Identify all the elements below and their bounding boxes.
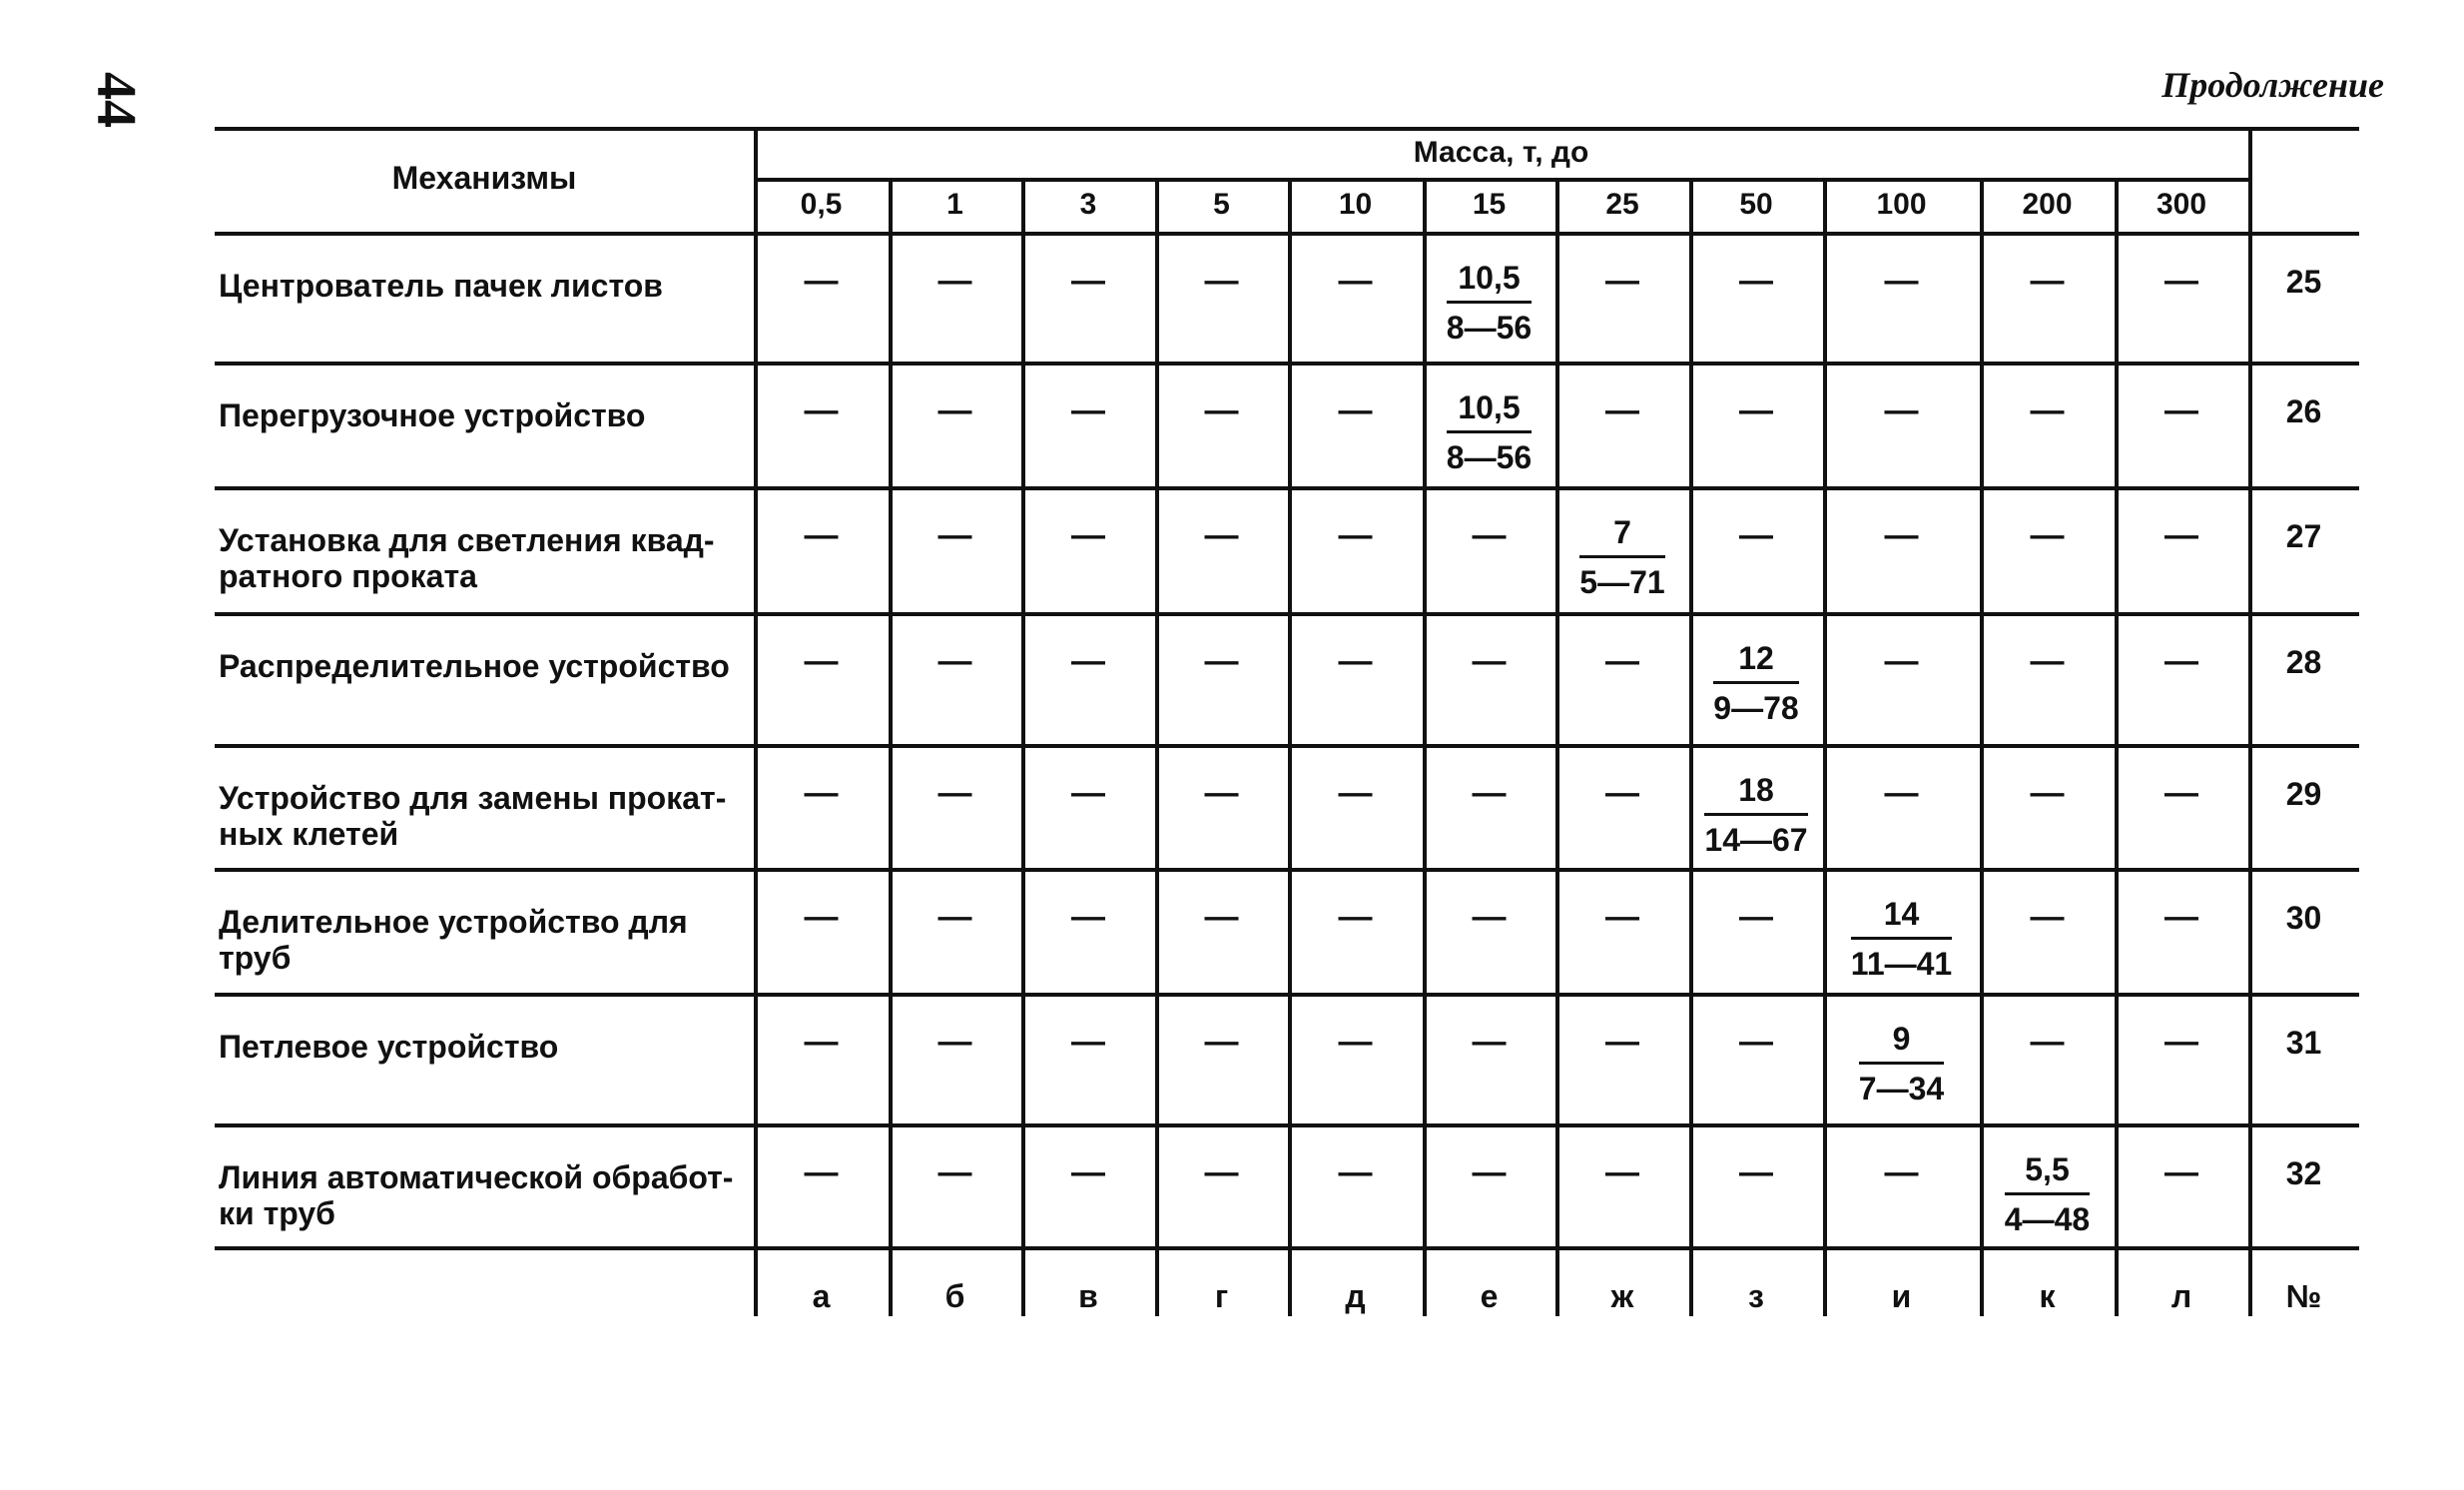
mass-column-header: 15 (1472, 188, 1507, 221)
empty-dash: — (2030, 774, 2065, 812)
table-top-rule (215, 127, 2359, 131)
fraction-numerator: 9 (1859, 1021, 1944, 1065)
fraction-numerator: 7 (1579, 514, 1664, 558)
fraction-inner (1704, 772, 1807, 859)
empty-dash: — (1739, 898, 1773, 936)
mechanism-name: Петлевое устройство (219, 1029, 559, 1065)
mass-column-header: 10 (1338, 188, 1373, 221)
number-column-rule (2248, 127, 2252, 1316)
mechanism-name: Линия автоматической обработ-ки труб (219, 1159, 734, 1231)
empty-dash: — (937, 774, 972, 812)
mass-column-header: 0,5 (800, 188, 843, 221)
row-rule (215, 744, 2359, 748)
empty-dash: — (2030, 262, 2065, 300)
empty-dash: — (2164, 516, 2198, 554)
mass-column-header: 3 (1079, 188, 1097, 221)
number-header: № (2285, 1278, 2322, 1314)
continuation-label: Продолжение (2161, 65, 2384, 105)
fraction-denominator: 9—78 (1713, 690, 1799, 726)
empty-dash: — (804, 898, 839, 936)
row-number: 26 (2285, 393, 2322, 429)
mechanism-name: Центрователь пачек листов (219, 268, 663, 304)
fraction-denominator: 8—56 (1446, 439, 1533, 475)
mass-column-header: 50 (1739, 188, 1773, 221)
empty-dash: — (937, 516, 972, 554)
fraction-inner (1447, 389, 1532, 476)
row-number: 25 (2285, 264, 2322, 300)
empty-dash: — (1071, 774, 1105, 812)
empty-dash: — (1071, 391, 1105, 429)
empty-dash: — (1605, 898, 1639, 936)
fraction-inner (2005, 1151, 2090, 1238)
fraction-numerator: 10,5 (1447, 260, 1532, 304)
empty-dash: — (1338, 1153, 1373, 1191)
empty-dash: — (2030, 516, 2065, 554)
fraction-value (1555, 514, 1689, 601)
mechanisms-header: Механизмы (391, 160, 577, 196)
empty-dash: — (1338, 774, 1373, 812)
mechanism-name: Распределительное устройство (219, 648, 730, 684)
empty-dash: — (1071, 1023, 1105, 1061)
column-letter: л (2170, 1278, 2192, 1314)
fraction-inner (1859, 1021, 1944, 1108)
empty-dash: — (1204, 516, 1239, 554)
mass-header: Масса, т, до (1413, 136, 1589, 169)
column-letter: ж (1610, 1278, 1634, 1314)
empty-dash: — (937, 642, 972, 680)
empty-dash: — (1204, 642, 1239, 680)
empty-dash: — (1884, 516, 1919, 554)
empty-dash: — (1338, 898, 1373, 936)
empty-dash: — (1338, 1023, 1373, 1061)
empty-dash: — (1605, 262, 1639, 300)
empty-dash: — (1204, 898, 1239, 936)
fraction-value (1823, 896, 1980, 983)
empty-dash: — (937, 1023, 972, 1061)
empty-dash: — (1071, 262, 1105, 300)
column-letter: и (1891, 1278, 1912, 1314)
empty-dash: — (2030, 391, 2065, 429)
empty-dash: — (2164, 898, 2198, 936)
row-number: 31 (2285, 1025, 2322, 1061)
mechanism-name: Устройство для замены прокат-ных клетей (219, 780, 727, 852)
fraction-numerator: 5,5 (2005, 1151, 2090, 1195)
row-number: 27 (2285, 518, 2322, 554)
row-rule (215, 232, 2359, 236)
empty-dash: — (1884, 391, 1919, 429)
fraction-value (1689, 772, 1823, 859)
empty-dash: — (1884, 642, 1919, 680)
mass-column-header: 25 (1605, 188, 1639, 221)
fraction-denominator: 11—41 (1850, 946, 1953, 982)
empty-dash: — (804, 774, 839, 812)
empty-dash: — (804, 642, 839, 680)
empty-dash: — (1472, 1023, 1507, 1061)
empty-dash: — (1739, 1023, 1773, 1061)
empty-dash: — (2164, 774, 2198, 812)
fraction-numerator: 10,5 (1447, 389, 1532, 433)
mass-column-header: 1 (946, 188, 963, 221)
row-number: 29 (2285, 776, 2322, 812)
empty-dash: — (804, 1153, 839, 1191)
column-letter: а (812, 1278, 831, 1314)
empty-dash: — (1739, 516, 1773, 554)
empty-dash: — (1204, 391, 1239, 429)
empty-dash: — (1472, 1153, 1507, 1191)
empty-dash: — (1338, 642, 1373, 680)
page-number: 44 (85, 72, 147, 128)
empty-dash: — (1472, 642, 1507, 680)
row-rule (215, 1246, 2359, 1250)
empty-dash: — (1071, 898, 1105, 936)
empty-dash: — (937, 898, 972, 936)
empty-dash: — (1884, 1153, 1919, 1191)
empty-dash: — (1472, 774, 1507, 812)
mechanism-name: Перегрузочное устройство (219, 397, 646, 433)
fraction-value (1980, 1151, 2115, 1238)
fraction-value (1689, 640, 1823, 727)
empty-dash: — (1739, 262, 1773, 300)
fraction-value (1423, 389, 1555, 476)
fraction-denominator: 7—34 (1858, 1071, 1945, 1107)
mechanism-name: Делительное устройство для труб (219, 904, 688, 976)
empty-dash: — (937, 1153, 972, 1191)
empty-dash: — (1605, 1023, 1639, 1061)
fraction-numerator: 12 (1713, 640, 1798, 684)
column-letter: г (1214, 1278, 1229, 1314)
empty-dash: — (1204, 1023, 1239, 1061)
empty-dash: — (1204, 1153, 1239, 1191)
fraction-denominator: 5—71 (1579, 564, 1665, 600)
fraction-inner (1579, 514, 1664, 601)
row-number: 30 (2285, 900, 2322, 936)
mass-column-header: 200 (2022, 188, 2073, 221)
empty-dash: — (1472, 898, 1507, 936)
empty-dash: — (1071, 642, 1105, 680)
fraction-denominator: 4—48 (2004, 1201, 2091, 1237)
empty-dash: — (804, 262, 839, 300)
fraction-numerator: 14 (1851, 896, 1952, 940)
fraction-numerator: 18 (1704, 772, 1807, 816)
empty-dash: — (2164, 1153, 2198, 1191)
row-number: 28 (2285, 644, 2322, 680)
empty-dash: — (2030, 1023, 2065, 1061)
empty-dash: — (1071, 1153, 1105, 1191)
row-rule (215, 486, 2359, 490)
empty-dash: — (1338, 262, 1373, 300)
row-rule (215, 1123, 2359, 1127)
empty-dash: — (1884, 774, 1919, 812)
fraction-denominator: 8—56 (1446, 310, 1533, 346)
empty-dash: — (1204, 774, 1239, 812)
fraction-denominator: 14—67 (1704, 822, 1808, 858)
empty-dash: — (1605, 774, 1639, 812)
empty-dash: — (937, 262, 972, 300)
empty-dash: — (804, 391, 839, 429)
column-letter: з (1748, 1278, 1764, 1314)
column-letter: к (2039, 1278, 2056, 1314)
empty-dash: — (1605, 1153, 1639, 1191)
empty-dash: — (1338, 391, 1373, 429)
fraction-inner (1851, 896, 1952, 983)
row-rule (215, 612, 2359, 616)
mass-column-header: 300 (2156, 188, 2207, 221)
empty-dash: — (937, 391, 972, 429)
empty-dash: — (1472, 516, 1507, 554)
column-letter: е (1480, 1278, 1499, 1314)
mass-column-header: 5 (1213, 188, 1230, 221)
empty-dash: — (2164, 391, 2198, 429)
fraction-value (1423, 260, 1555, 347)
column-letter: б (944, 1278, 965, 1314)
empty-dash: — (1605, 391, 1639, 429)
column-letter: д (1345, 1278, 1366, 1314)
row-rule (215, 993, 2359, 997)
empty-dash: — (1338, 516, 1373, 554)
empty-dash: — (1884, 262, 1919, 300)
fraction-value (1823, 1021, 1980, 1108)
empty-dash: — (2030, 898, 2065, 936)
empty-dash: — (2164, 262, 2198, 300)
empty-dash: — (1204, 262, 1239, 300)
fraction-inner (1447, 260, 1532, 347)
fraction-inner (1713, 640, 1798, 727)
empty-dash: — (2164, 642, 2198, 680)
empty-dash: — (1071, 516, 1105, 554)
row-number: 32 (2285, 1155, 2322, 1191)
mass-column-header: 100 (1876, 188, 1927, 221)
row-rule (215, 362, 2359, 366)
empty-dash: — (1739, 391, 1773, 429)
mass-subheader-rule (754, 178, 2248, 182)
row-rule (215, 868, 2359, 872)
empty-dash: — (2164, 1023, 2198, 1061)
empty-dash: — (1605, 642, 1639, 680)
mechanism-name: Установка для светления квад-ратного проката (219, 522, 715, 594)
mechanism-column-rule (754, 127, 758, 1316)
empty-dash: — (804, 1023, 839, 1061)
empty-dash: — (2030, 642, 2065, 680)
column-letter: в (1078, 1278, 1098, 1314)
empty-dash: — (1739, 1153, 1773, 1191)
empty-dash: — (804, 516, 839, 554)
